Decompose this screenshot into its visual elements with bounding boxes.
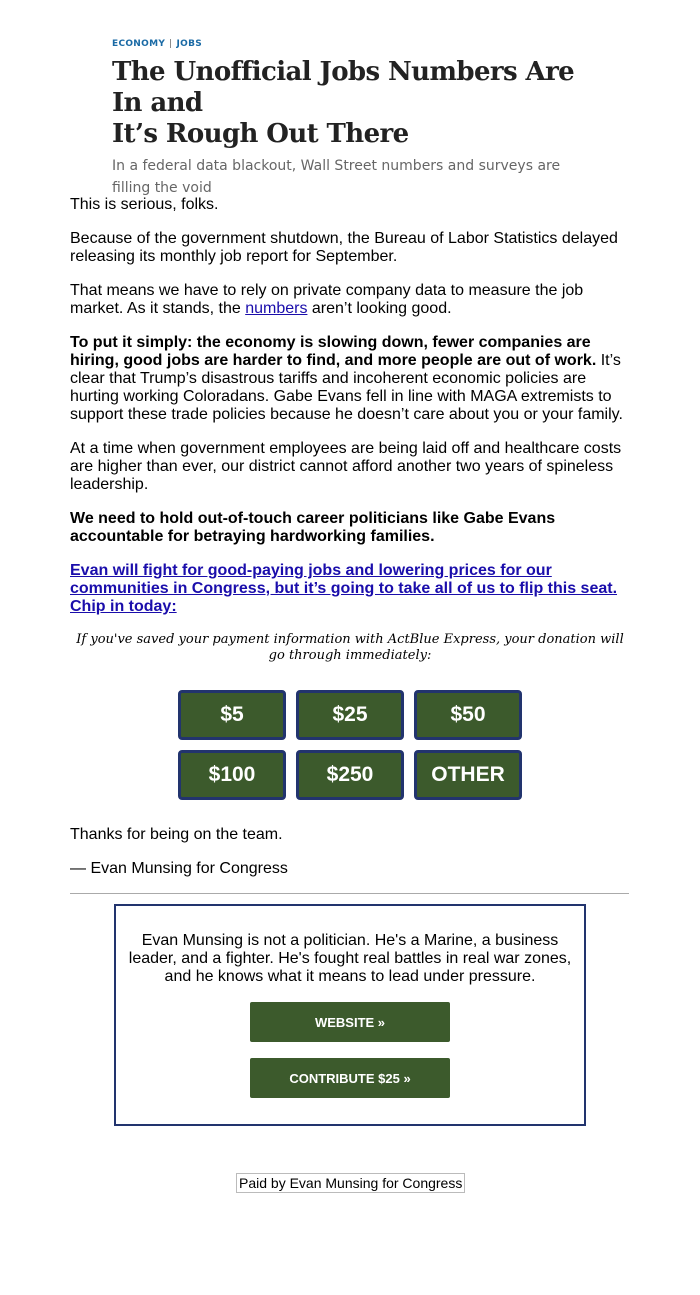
paragraph-3-text-a: That means we have to rely on private company data to measure the job market. As it stands, the (70, 282, 584, 317)
donate-50-button[interactable]: $50 (414, 690, 522, 740)
email-body (70, 196, 630, 632)
actblue-express-note: If you've saved your payment information with ActBlue Express, your donation will go through immediately: (76, 632, 624, 663)
candidate-bio-box (114, 904, 586, 1126)
thanks-text: Thanks for being on the team. (70, 826, 283, 843)
paragraph-2: Because of the government shutdown, the Bureau of Labor Statistics delayed releasing its monthly job report for September. (70, 230, 618, 265)
headline-line-1: The Unofficial Jobs Numbers Are In and (112, 57, 575, 118)
signature-text: — Evan Munsing for Congress (70, 860, 288, 877)
paragraph-1: This is serious, folks. (70, 196, 219, 213)
donate-other-button[interactable]: OTHER (414, 750, 522, 800)
article-dek: In a federal data blackout, Wall Street numbers and surveys are filling the void (112, 158, 561, 196)
cta-paragraph (70, 562, 630, 616)
numbers-link[interactable]: numbers (245, 300, 308, 317)
paid-for-by-disclaimer: Paid by Evan Munsing for Congress (236, 1173, 465, 1193)
donate-100-button[interactable]: $100 (178, 750, 286, 800)
section-tags (112, 36, 612, 52)
article-header-image[interactable] (112, 36, 612, 199)
paragraph-3 (70, 282, 630, 318)
paragraph-4-bold: To put it simply: the economy is slowing down, fewer companies are hiring, good jobs are harder to find, and more people are out of work. (70, 334, 597, 369)
donate-250-button[interactable]: $250 (296, 750, 404, 800)
website-button[interactable]: WEBSITE » (250, 1002, 450, 1042)
headline-line-2: It’s Rough Out There (112, 119, 409, 149)
contribute-25-button[interactable]: CONTRIBUTE $25 » (250, 1058, 450, 1098)
paragraph-4 (70, 334, 630, 424)
section-label: ECONOMY (112, 39, 166, 49)
subsection-label: JOBS (176, 39, 203, 49)
candidate-bio-text: Evan Munsing is not a politician. He's a Marine, a business leader, and a fighter. He's fought real battles in real war zones, and he knows what it means to lead under pressure. (128, 932, 572, 985)
paragraph-5: At a time when government employees are being laid off and healthcare costs are higher than ever, our district cannot afford another two years of spineless leadership. (70, 440, 622, 493)
donate-5-button[interactable]: $5 (178, 690, 286, 740)
donate-25-button[interactable]: $25 (296, 690, 404, 740)
donate-cta-link[interactable]: Evan will fight for good-paying jobs and lowering prices for our communities in Congress, but it’s going to take all of us to flip this seat. Chip in today: (70, 562, 618, 615)
section-divider (70, 893, 629, 894)
section-separator: | (169, 39, 173, 49)
article-headline (112, 57, 612, 150)
donation-button-grid (178, 690, 522, 800)
paragraph-3-text-b: aren’t looking good. (307, 300, 452, 317)
paragraph-6: We need to hold out-of-touch career politicians like Gabe Evans accountable for betraying hardworking families. (70, 510, 556, 545)
paragraph-4-rest: It’s clear that Trump’s disastrous tariffs and incoherent economic policies are hurting working Coloradans. Gabe Evans fell in line with MAGA extremists to support these trade policies because he doesn’t care about you or your family. (70, 352, 623, 423)
